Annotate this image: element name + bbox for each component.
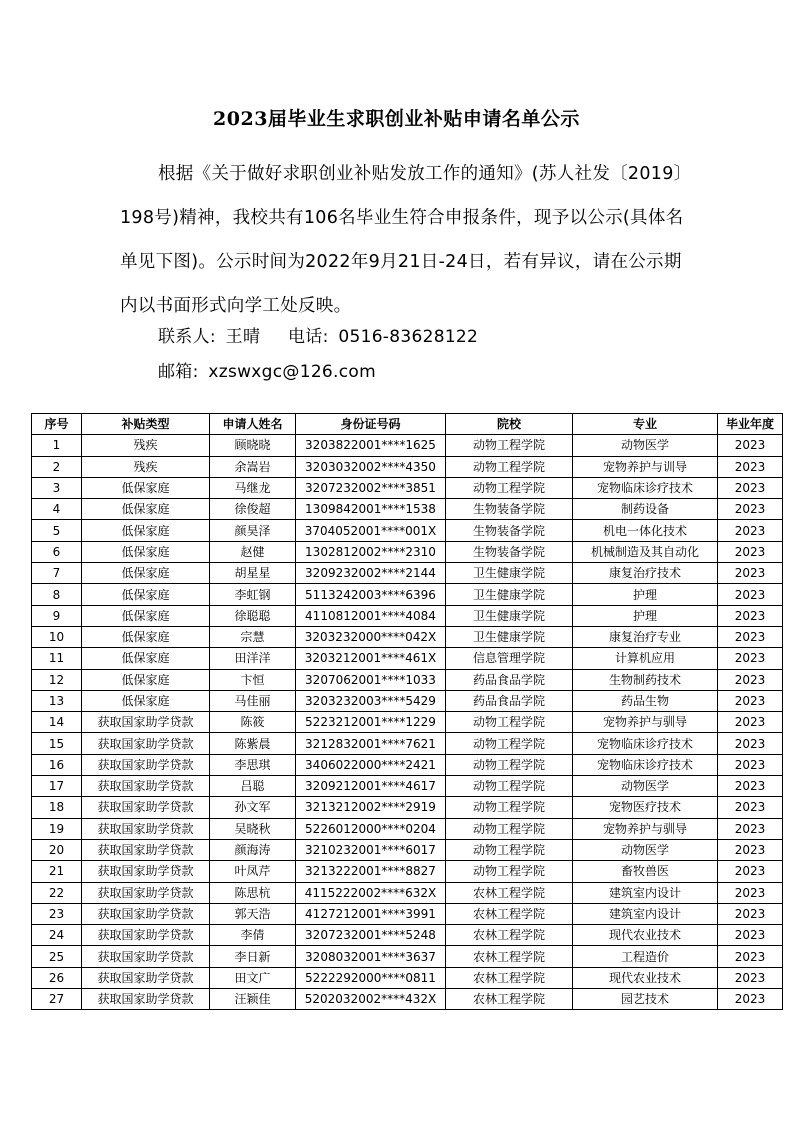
cell-major: 宠物养护与驯导 bbox=[573, 712, 718, 733]
cell-major: 工程造价 bbox=[573, 946, 718, 967]
cell-college: 动物工程学院 bbox=[446, 733, 573, 754]
cell-college: 动物工程学院 bbox=[446, 797, 573, 818]
cell-graduation-year: 2023 bbox=[718, 712, 783, 733]
cell-id-number: 3203212001****461X bbox=[296, 648, 446, 669]
cell-subsidy-type: 残疾 bbox=[82, 435, 210, 456]
cell-applicant-name: 田洋洋 bbox=[210, 648, 296, 669]
table-row bbox=[32, 520, 783, 541]
cell-graduation-year: 2023 bbox=[718, 818, 783, 839]
cell-graduation-year: 2023 bbox=[718, 882, 783, 903]
email-line bbox=[158, 357, 380, 382]
cell-college: 动物工程学院 bbox=[446, 754, 573, 775]
cell-college: 卫生健康学院 bbox=[446, 626, 573, 647]
cell-index: 11 bbox=[32, 648, 82, 669]
cell-graduation-year: 2023 bbox=[718, 776, 783, 797]
cell-subsidy-type: 低保家庭 bbox=[82, 520, 210, 541]
cell-subsidy-type: 获取国家助学贷款 bbox=[82, 967, 210, 988]
cell-subsidy-type: 获取国家助学贷款 bbox=[82, 839, 210, 860]
cell-id-number: 3213222001****8827 bbox=[296, 861, 446, 882]
cell-major: 药品生物 bbox=[573, 690, 718, 711]
table-row bbox=[32, 967, 783, 988]
cell-subsidy-type: 低保家庭 bbox=[82, 626, 210, 647]
cell-id-number: 5113242003****6396 bbox=[296, 584, 446, 605]
cell-index: 27 bbox=[32, 989, 82, 1010]
cell-applicant-name: 马继龙 bbox=[210, 477, 296, 498]
cell-id-number: 3208032001****3637 bbox=[296, 946, 446, 967]
cell-index: 5 bbox=[32, 520, 82, 541]
table-row bbox=[32, 925, 783, 946]
cell-major: 宠物医疗技术 bbox=[573, 797, 718, 818]
cell-graduation-year: 2023 bbox=[718, 563, 783, 584]
cell-index: 23 bbox=[32, 903, 82, 924]
cell-applicant-name: 宗慧 bbox=[210, 626, 296, 647]
header-graduation-year: 毕业年度 bbox=[718, 414, 783, 435]
table-row bbox=[32, 882, 783, 903]
cell-graduation-year: 2023 bbox=[718, 605, 783, 626]
cell-applicant-name: 叶凤芹 bbox=[210, 861, 296, 882]
cell-index: 7 bbox=[32, 563, 82, 584]
cell-subsidy-type: 低保家庭 bbox=[82, 648, 210, 669]
cell-subsidy-type: 获取国家助学贷款 bbox=[82, 903, 210, 924]
cell-graduation-year: 2023 bbox=[718, 499, 783, 520]
cell-subsidy-type: 残疾 bbox=[82, 456, 210, 477]
cell-major: 护理 bbox=[573, 584, 718, 605]
cell-graduation-year: 2023 bbox=[718, 520, 783, 541]
table-row bbox=[32, 903, 783, 924]
cell-subsidy-type: 低保家庭 bbox=[82, 541, 210, 562]
cell-college: 卫生健康学院 bbox=[446, 563, 573, 584]
cell-major: 建筑室内设计 bbox=[573, 882, 718, 903]
cell-college: 农林工程学院 bbox=[446, 882, 573, 903]
table-row bbox=[32, 733, 783, 754]
cell-applicant-name: 颜海涛 bbox=[210, 839, 296, 860]
cell-graduation-year: 2023 bbox=[718, 648, 783, 669]
table-row bbox=[32, 797, 783, 818]
cell-major: 现代农业技术 bbox=[573, 967, 718, 988]
cell-college: 农林工程学院 bbox=[446, 989, 573, 1010]
cell-major: 护理 bbox=[573, 605, 718, 626]
cell-major: 动物医学 bbox=[573, 435, 718, 456]
cell-id-number: 3209212001****4617 bbox=[296, 776, 446, 797]
cell-subsidy-type: 获取国家助学贷款 bbox=[82, 946, 210, 967]
table-row bbox=[32, 818, 783, 839]
table-row bbox=[32, 541, 783, 562]
cell-index: 18 bbox=[32, 797, 82, 818]
cell-college: 卫生健康学院 bbox=[446, 584, 573, 605]
cell-graduation-year: 2023 bbox=[718, 626, 783, 647]
cell-college: 生物装备学院 bbox=[446, 541, 573, 562]
cell-applicant-name: 李倩 bbox=[210, 925, 296, 946]
cell-subsidy-type: 获取国家助学贷款 bbox=[82, 989, 210, 1010]
cell-index: 14 bbox=[32, 712, 82, 733]
cell-index: 22 bbox=[32, 882, 82, 903]
cell-graduation-year: 2023 bbox=[718, 903, 783, 924]
table-row bbox=[32, 861, 783, 882]
header-subsidy-type: 补贴类型 bbox=[82, 414, 210, 435]
cell-subsidy-type: 低保家庭 bbox=[82, 605, 210, 626]
cell-major: 宠物养护与训导 bbox=[573, 456, 718, 477]
cell-major: 建筑室内设计 bbox=[573, 903, 718, 924]
cell-subsidy-type: 获取国家助学贷款 bbox=[82, 712, 210, 733]
cell-graduation-year: 2023 bbox=[718, 861, 783, 882]
cell-index: 13 bbox=[32, 690, 82, 711]
cell-graduation-year: 2023 bbox=[718, 946, 783, 967]
cell-major: 宠物临床诊疗技术 bbox=[573, 733, 718, 754]
cell-college: 动物工程学院 bbox=[446, 839, 573, 860]
cell-index: 20 bbox=[32, 839, 82, 860]
table-row bbox=[32, 776, 783, 797]
table-row bbox=[32, 563, 783, 584]
cell-college: 生物装备学院 bbox=[446, 520, 573, 541]
cell-id-number: 5222292000****0811 bbox=[296, 967, 446, 988]
cell-subsidy-type: 低保家庭 bbox=[82, 690, 210, 711]
cell-index: 24 bbox=[32, 925, 82, 946]
cell-graduation-year: 2023 bbox=[718, 733, 783, 754]
cell-graduation-year: 2023 bbox=[718, 456, 783, 477]
cell-subsidy-type: 获取国家助学贷款 bbox=[82, 733, 210, 754]
cell-id-number: 4115222002****632X bbox=[296, 882, 446, 903]
cell-college: 动物工程学院 bbox=[446, 435, 573, 456]
cell-id-number: 3212832001****7621 bbox=[296, 733, 446, 754]
cell-college: 农林工程学院 bbox=[446, 925, 573, 946]
cell-id-number: 3203232000****042X bbox=[296, 626, 446, 647]
header-id-number: 身份证号码 bbox=[296, 414, 446, 435]
cell-subsidy-type: 获取国家助学贷款 bbox=[82, 925, 210, 946]
header-applicant-name: 申请人姓名 bbox=[210, 414, 296, 435]
cell-id-number: 3207062001****1033 bbox=[296, 669, 446, 690]
cell-applicant-name: 孙文军 bbox=[210, 797, 296, 818]
cell-index: 2 bbox=[32, 456, 82, 477]
cell-id-number: 1309842001****1538 bbox=[296, 499, 446, 520]
cell-index: 15 bbox=[32, 733, 82, 754]
cell-subsidy-type: 获取国家助学贷款 bbox=[82, 754, 210, 775]
cell-applicant-name: 李思琪 bbox=[210, 754, 296, 775]
table-row bbox=[32, 690, 783, 711]
cell-major: 现代农业技术 bbox=[573, 925, 718, 946]
cell-major: 生物制药技术 bbox=[573, 669, 718, 690]
cell-graduation-year: 2023 bbox=[718, 584, 783, 605]
cell-index: 21 bbox=[32, 861, 82, 882]
cell-applicant-name: 陈筱 bbox=[210, 712, 296, 733]
cell-major: 畜牧兽医 bbox=[573, 861, 718, 882]
cell-subsidy-type: 低保家庭 bbox=[82, 563, 210, 584]
table-row bbox=[32, 435, 783, 456]
table-row bbox=[32, 669, 783, 690]
cell-subsidy-type: 获取国家助学贷款 bbox=[82, 882, 210, 903]
cell-id-number: 3704052001****001X bbox=[296, 520, 446, 541]
cell-applicant-name: 顾晓晓 bbox=[210, 435, 296, 456]
cell-id-number: 3210232001****6017 bbox=[296, 839, 446, 860]
cell-college: 动物工程学院 bbox=[446, 776, 573, 797]
cell-graduation-year: 2023 bbox=[718, 989, 783, 1010]
cell-college: 药品食品学院 bbox=[446, 690, 573, 711]
notice-paragraph: 根据《关于做好求职创业补贴发放工作的通知》(苏人社发〔2019〕198号)精神，我校共有106名毕业生符合申报条件，现予以公示(具体名单见下图)。公示时间为2022年9月21日-24日，若有异议，请在公示期内以书面形式向学工处反映。 bbox=[120, 164, 684, 316]
applicant-table bbox=[31, 413, 783, 1010]
cell-applicant-name: 汪颖佳 bbox=[210, 989, 296, 1010]
table-row bbox=[32, 584, 783, 605]
cell-major: 计算机应用 bbox=[573, 648, 718, 669]
cell-college: 农林工程学院 bbox=[446, 946, 573, 967]
cell-major: 康复治疗专业 bbox=[573, 626, 718, 647]
cell-major: 机电一体化技术 bbox=[573, 520, 718, 541]
cell-graduation-year: 2023 bbox=[718, 797, 783, 818]
table-row bbox=[32, 626, 783, 647]
cell-id-number: 1302812002****2310 bbox=[296, 541, 446, 562]
cell-graduation-year: 2023 bbox=[718, 690, 783, 711]
cell-id-number: 3203032002****4350 bbox=[296, 456, 446, 477]
cell-subsidy-type: 获取国家助学贷款 bbox=[82, 861, 210, 882]
email-label: 邮箱: bbox=[158, 362, 199, 382]
cell-subsidy-type: 获取国家助学贷款 bbox=[82, 776, 210, 797]
table-row bbox=[32, 989, 783, 1010]
cell-major: 动物医学 bbox=[573, 839, 718, 860]
cell-applicant-name: 李日新 bbox=[210, 946, 296, 967]
cell-applicant-name: 余嵩岩 bbox=[210, 456, 296, 477]
cell-college: 生物装备学院 bbox=[446, 499, 573, 520]
cell-applicant-name: 陈紫晨 bbox=[210, 733, 296, 754]
cell-college: 信息管理学院 bbox=[446, 648, 573, 669]
cell-college: 动物工程学院 bbox=[446, 456, 573, 477]
cell-applicant-name: 吴晓秋 bbox=[210, 818, 296, 839]
table-row bbox=[32, 477, 783, 498]
cell-subsidy-type: 低保家庭 bbox=[82, 584, 210, 605]
cell-applicant-name: 胡星星 bbox=[210, 563, 296, 584]
cell-index: 4 bbox=[32, 499, 82, 520]
cell-subsidy-type: 低保家庭 bbox=[82, 477, 210, 498]
cell-graduation-year: 2023 bbox=[718, 669, 783, 690]
cell-index: 19 bbox=[32, 818, 82, 839]
header-major: 专业 bbox=[573, 414, 718, 435]
cell-graduation-year: 2023 bbox=[718, 435, 783, 456]
table-row bbox=[32, 456, 783, 477]
cell-subsidy-type: 低保家庭 bbox=[82, 499, 210, 520]
cell-graduation-year: 2023 bbox=[718, 477, 783, 498]
cell-subsidy-type: 获取国家助学贷款 bbox=[82, 818, 210, 839]
table-body bbox=[32, 435, 783, 1010]
cell-college: 动物工程学院 bbox=[446, 477, 573, 498]
cell-major: 机械制造及其自动化 bbox=[573, 541, 718, 562]
contact-label: 联系人: bbox=[158, 327, 216, 347]
cell-subsidy-type: 低保家庭 bbox=[82, 669, 210, 690]
cell-id-number: 3213212002****2919 bbox=[296, 797, 446, 818]
cell-college: 农林工程学院 bbox=[446, 967, 573, 988]
table-row bbox=[32, 946, 783, 967]
cell-applicant-name: 赵健 bbox=[210, 541, 296, 562]
cell-major: 园艺技术 bbox=[573, 989, 718, 1010]
phone-label: 电话: bbox=[287, 327, 329, 347]
cell-applicant-name: 郭天浩 bbox=[210, 903, 296, 924]
cell-id-number: 5202032002****432X bbox=[296, 989, 446, 1010]
header-index: 序号 bbox=[32, 414, 82, 435]
cell-major: 制药设备 bbox=[573, 499, 718, 520]
cell-college: 动物工程学院 bbox=[446, 712, 573, 733]
cell-graduation-year: 2023 bbox=[718, 839, 783, 860]
cell-applicant-name: 徐聪聪 bbox=[210, 605, 296, 626]
cell-index: 25 bbox=[32, 946, 82, 967]
table-row bbox=[32, 754, 783, 775]
cell-id-number: 3203232003****5429 bbox=[296, 690, 446, 711]
table-header-row bbox=[32, 414, 783, 435]
cell-id-number: 3207232002****3851 bbox=[296, 477, 446, 498]
cell-id-number: 4127212001****3991 bbox=[296, 903, 446, 924]
cell-major: 康复治疗技术 bbox=[573, 563, 718, 584]
cell-major: 宠物养护与驯导 bbox=[573, 818, 718, 839]
table-row bbox=[32, 839, 783, 860]
cell-applicant-name: 陈思杭 bbox=[210, 882, 296, 903]
cell-index: 3 bbox=[32, 477, 82, 498]
cell-graduation-year: 2023 bbox=[718, 925, 783, 946]
cell-subsidy-type: 获取国家助学贷款 bbox=[82, 797, 210, 818]
cell-graduation-year: 2023 bbox=[718, 967, 783, 988]
cell-id-number: 5223212001****1229 bbox=[296, 712, 446, 733]
cell-major: 动物医学 bbox=[573, 776, 718, 797]
cell-applicant-name: 李虹钢 bbox=[210, 584, 296, 605]
cell-applicant-name: 田文广 bbox=[210, 967, 296, 988]
cell-id-number: 3209232002****2144 bbox=[296, 563, 446, 584]
cell-index: 10 bbox=[32, 626, 82, 647]
table-row bbox=[32, 712, 783, 733]
cell-id-number: 5226012000****0204 bbox=[296, 818, 446, 839]
cell-college: 动物工程学院 bbox=[446, 861, 573, 882]
cell-applicant-name: 吕聪 bbox=[210, 776, 296, 797]
cell-index: 1 bbox=[32, 435, 82, 456]
cell-applicant-name: 颜昊泽 bbox=[210, 520, 296, 541]
cell-major: 宠物临床诊疗技术 bbox=[573, 754, 718, 775]
cell-college: 农林工程学院 bbox=[446, 903, 573, 924]
cell-college: 动物工程学院 bbox=[446, 818, 573, 839]
cell-graduation-year: 2023 bbox=[718, 541, 783, 562]
table-row bbox=[32, 648, 783, 669]
cell-index: 9 bbox=[32, 605, 82, 626]
contact-name: 王晴 bbox=[225, 327, 261, 347]
page-title: 2023届毕业生求职创业补贴申请名单公示 bbox=[213, 108, 580, 130]
cell-index: 12 bbox=[32, 669, 82, 690]
cell-index: 26 bbox=[32, 967, 82, 988]
cell-index: 8 bbox=[32, 584, 82, 605]
cell-graduation-year: 2023 bbox=[718, 754, 783, 775]
cell-id-number: 3406022000****2421 bbox=[296, 754, 446, 775]
cell-id-number: 3207232001****5248 bbox=[296, 925, 446, 946]
table-row bbox=[32, 499, 783, 520]
cell-id-number: 4110812001****4084 bbox=[296, 605, 446, 626]
email-address: xzswxgc@126.com bbox=[208, 362, 376, 382]
cell-college: 卫生健康学院 bbox=[446, 605, 573, 626]
cell-index: 16 bbox=[32, 754, 82, 775]
cell-applicant-name: 徐俊超 bbox=[210, 499, 296, 520]
cell-applicant-name: 卞恒 bbox=[210, 669, 296, 690]
cell-index: 17 bbox=[32, 776, 82, 797]
cell-college: 药品食品学院 bbox=[446, 669, 573, 690]
cell-index: 6 bbox=[32, 541, 82, 562]
table-row bbox=[32, 605, 783, 626]
header-college: 院校 bbox=[446, 414, 573, 435]
phone-number: 0516-83628122 bbox=[338, 327, 479, 347]
cell-applicant-name: 马佳丽 bbox=[210, 690, 296, 711]
cell-major: 宠物临床诊疗技术 bbox=[573, 477, 718, 498]
cell-id-number: 3203822001****1625 bbox=[296, 435, 446, 456]
contact-line bbox=[158, 322, 482, 347]
